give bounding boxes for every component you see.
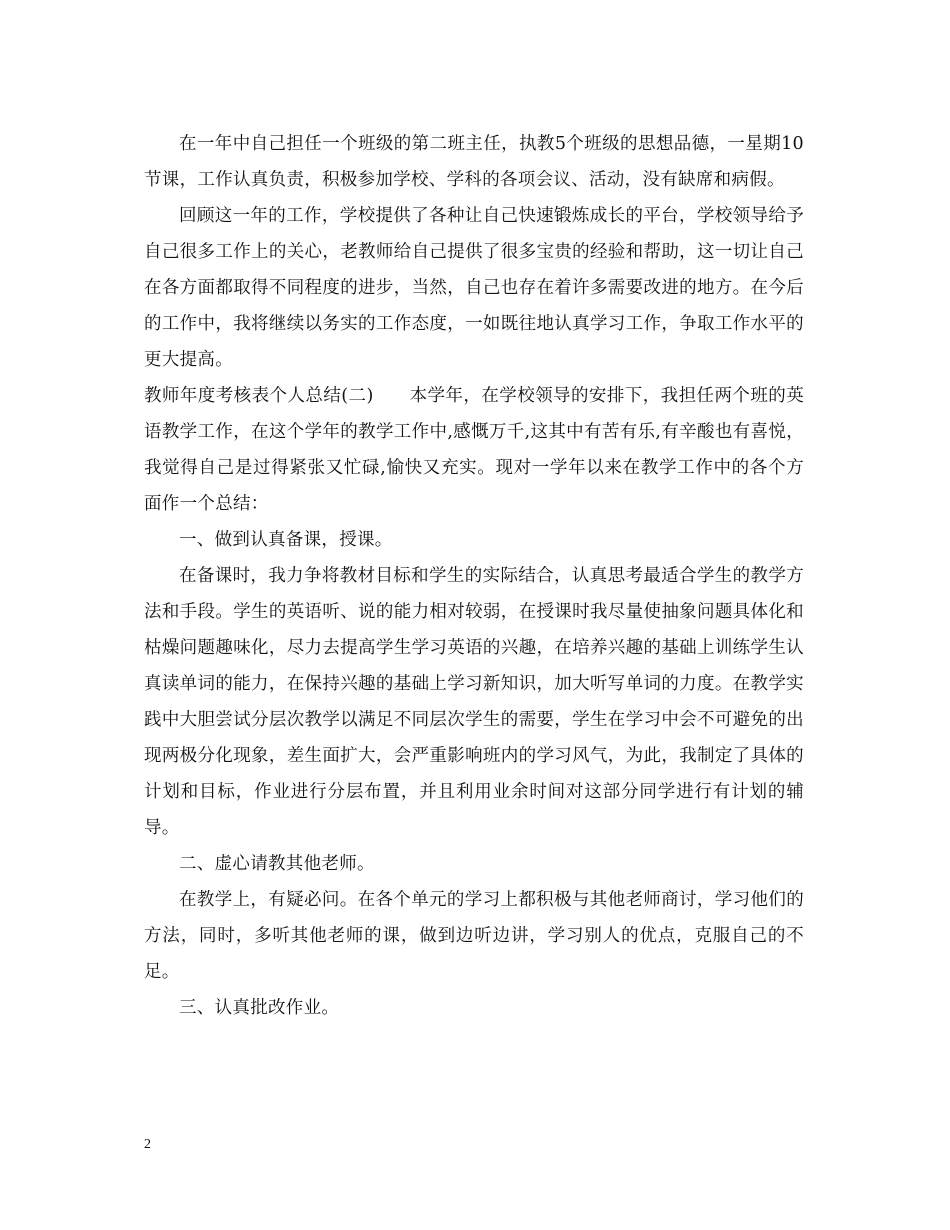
section-heading-1: 一、做到认真备课，授课。 [179, 530, 393, 550]
page-number: 2 [144, 1137, 151, 1152]
document-body [144, 126, 804, 1026]
paragraph-1: 在一年中自己担任一个班级的第二班主任，执教5个班级的思想品德，一星期10节课，工作认真负责，积极参加学校、学科的各项会议、活动，没有缺席和病假。 [144, 134, 804, 190]
paragraph-5: 在教学上，有疑必问。在各个单元的学习上都积极与其他老师商讨，学习他们的方法，同时，多听其他老师的课，做到边听边讲，学习别人的优点，克服自己的不足。 [144, 890, 804, 982]
paragraph-2: 回顾这一年的工作，学校提供了各种让自己快速锻炼成长的平台，学校领导给予自己很多工作上的关心，老教师给自己提供了很多宝贵的经验和帮助，这一切让自己在各方面都取得不同程度的进步，当然，自己也存在着许多需要改进的地方。在今后的工作中，我将继续以务实的工作态度，一如既往地认真学习工作，争取工作水平的更大提高。 [144, 206, 804, 370]
section-heading-2: 二、虚心请教其他老师。 [179, 854, 375, 874]
paragraph-3: 教师年度考核表个人总结(二) 本学年，在学校领导的安排下，我担任两个班的英语教学工作，在这个学年的教学工作中,感慨万千,这其中有苦有乐,有辛酸也有喜悦，我觉得自己是过得紧张又忙碌,愉快又充实。现对一学年以来在教学工作中的各个方面作一个总结： [144, 386, 804, 514]
paragraph-4: 在备课时，我力争将教材目标和学生的实际结合，认真思考最适合学生的教学方法和手段。学生的英语听、说的能力相对较弱，在授课时我尽量使抽象问题具体化和枯燥问题趣味化，尽力去提高学生学习英语的兴趣，在培养兴趣的基础上训练学生认真读单词的能力，在保持兴趣的基础上学习新知识，加大听写单词的力度。在教学实践中大胆尝试分层次教学以满足不同层次学生的需要，学生在学习中会不可避免的出现两极分化现象，差生面扩大，会严重影响班内的学习风气，为此，我制定了具体的计划和目标，作业进行分层布置，并且利用业余时间对这部分同学进行有计划的辅导。 [144, 566, 804, 838]
section-heading-3: 三、认真批改作业。 [179, 998, 340, 1018]
